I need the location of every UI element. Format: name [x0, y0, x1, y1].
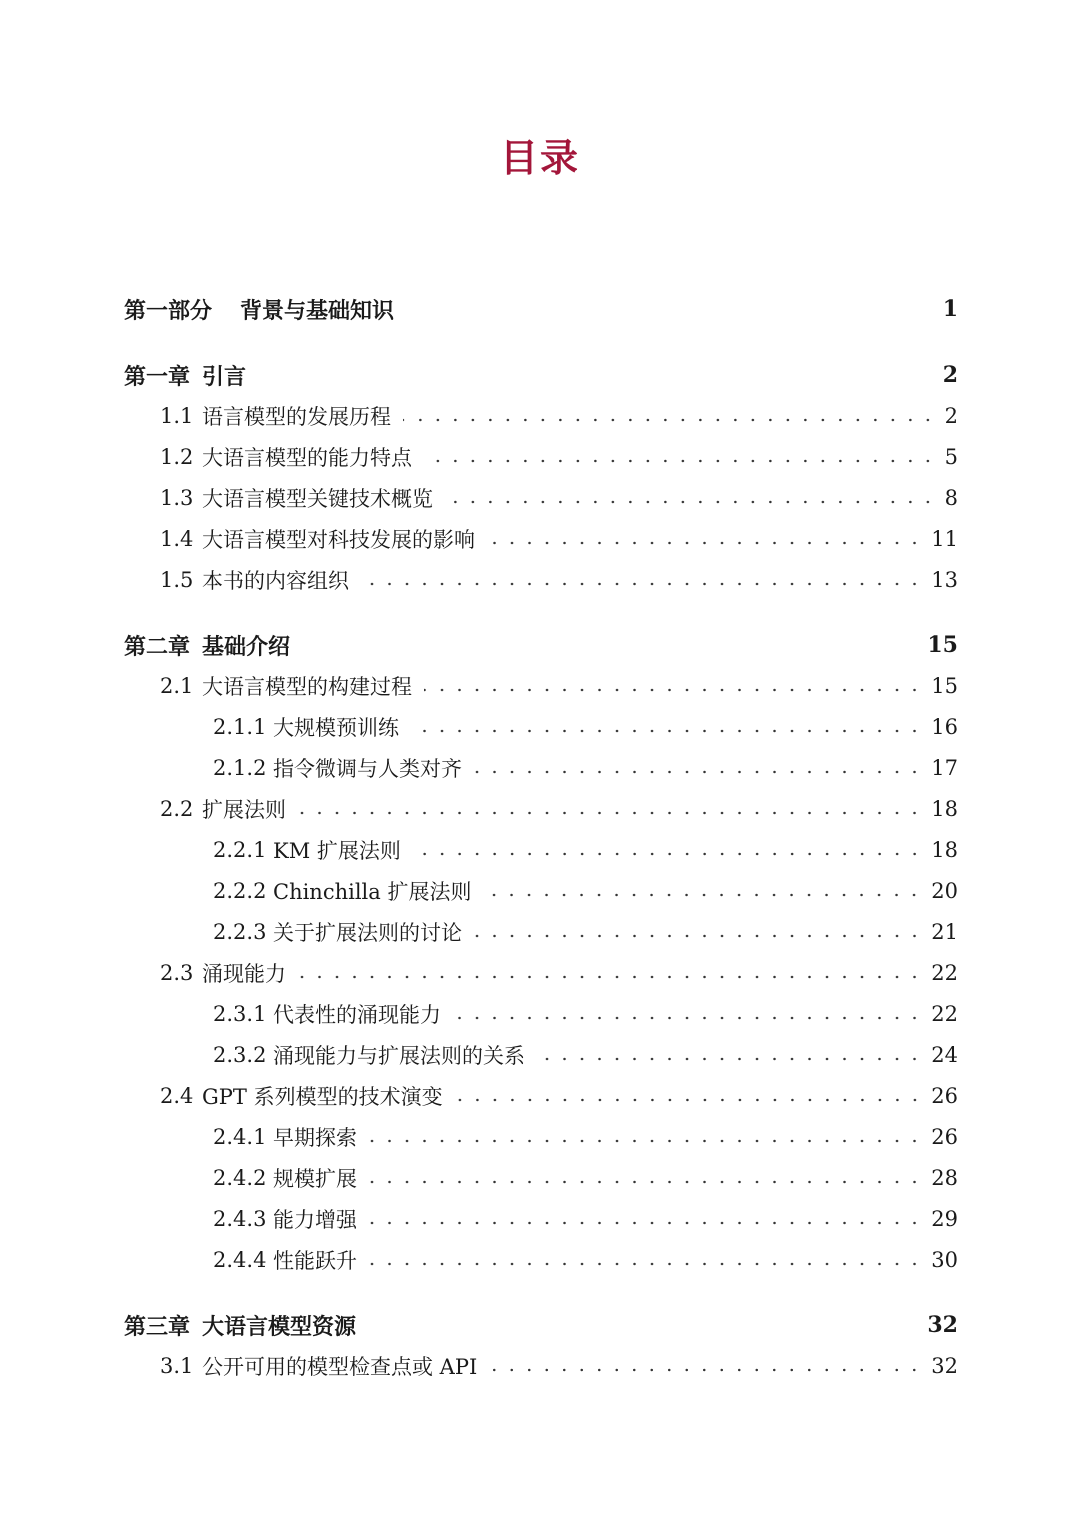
toc-entry-page-number: 32 — [927, 1312, 958, 1338]
dot-leader — [455, 1090, 924, 1110]
toc-entry-number: 1.3 — [160, 486, 194, 510]
dot-leader — [411, 721, 923, 741]
toc-entry-page-number: 13 — [931, 568, 958, 592]
toc-entry-page-number: 24 — [931, 1043, 958, 1067]
dot-leader — [424, 451, 937, 471]
toc-entry-number: 2.4.3 — [213, 1207, 267, 1231]
toc-entry-page-number: 26 — [931, 1084, 958, 1108]
toc-entry-label: 早期探索 — [273, 1126, 357, 1150]
toc-entry-label: 大语言模型关键技术概览 — [202, 487, 433, 511]
toc-entry-label: 大语言模型对科技发展的影响 — [202, 528, 475, 552]
toc-entry-label: 规模扩展 — [273, 1167, 357, 1191]
toc-entry-label: 大语言模型的构建过程 — [202, 675, 412, 699]
dot-leader — [403, 410, 937, 430]
toc-entry-page-number: 18 — [931, 838, 958, 862]
toc-entry-label: 涌现能力与扩展法则的关系 — [273, 1044, 525, 1068]
toc-entry-label: 指令微调与人类对齐 — [273, 757, 462, 781]
toc-entry-subsection[interactable] — [0, 874, 1080, 908]
toc-entry-section[interactable] — [0, 669, 1080, 703]
toc-entry-number: 2.3.1 — [213, 1002, 267, 1026]
toc-entry-label: 本书的内容组织 — [202, 569, 349, 593]
dot-leader — [298, 803, 923, 823]
toc-entry-page-number: 2 — [942, 362, 958, 388]
toc-entry-label: 背景与基础知识 — [240, 297, 395, 324]
toc-entry-page-number: 21 — [931, 920, 958, 944]
toc-entry-label: 公开可用的模型检查点或 API — [202, 1355, 478, 1379]
toc-entry-section[interactable] — [0, 481, 1080, 515]
dot-leader — [489, 1360, 923, 1380]
toc-entry-number: 2.3.2 — [213, 1043, 267, 1067]
toc-entry-page-number: 32 — [931, 1354, 958, 1378]
toc-entry-page-number: 5 — [944, 445, 958, 469]
toc-entry-chapter[interactable] — [0, 1308, 1080, 1342]
dot-leader — [424, 680, 923, 700]
toc-entry-subsection[interactable] — [0, 833, 1080, 867]
toc-entry-section[interactable] — [0, 1349, 1080, 1383]
toc-entry-subsection[interactable] — [0, 1202, 1080, 1236]
toc-entry-subsection[interactable] — [0, 710, 1080, 744]
dot-leader — [369, 1131, 923, 1151]
toc-entry-page-number: 22 — [931, 1002, 958, 1026]
toc-entry-number: 第二章 — [124, 633, 191, 660]
toc-entry-number: 2.4.4 — [213, 1248, 267, 1272]
toc-entry-label: 关于扩展法则的讨论 — [273, 921, 462, 945]
toc-entry-page-number: 16 — [931, 715, 958, 739]
dot-leader — [298, 967, 923, 987]
toc-entry-number: 2.2.3 — [213, 920, 267, 944]
toc-entry-page-number: 11 — [931, 527, 958, 551]
toc-entry-subsection[interactable] — [0, 997, 1080, 1031]
toc-entry-label: KM 扩展法则 — [273, 839, 401, 863]
toc-entry-page-number: 26 — [931, 1125, 958, 1149]
dot-leader — [445, 492, 937, 512]
toc-entry-number: 2.3 — [160, 961, 194, 985]
toc-entry-number: 2.2 — [160, 797, 194, 821]
toc-entry-page-number: 15 — [927, 632, 958, 658]
dot-leader — [537, 1049, 923, 1069]
toc-entry-subsection[interactable] — [0, 1038, 1080, 1072]
toc-entry-label: 大语言模型的能力特点 — [202, 446, 412, 470]
toc-entry-section[interactable] — [0, 956, 1080, 990]
toc-entry-number: 1.2 — [160, 445, 194, 469]
toc-entry-label: 涌现能力 — [202, 962, 286, 986]
toc-entry-label: 基础介绍 — [202, 633, 291, 660]
toc-entry-number: 2.1.2 — [213, 756, 267, 780]
dot-leader — [474, 762, 923, 782]
toc-entry-section[interactable] — [0, 440, 1080, 474]
toc-entry-page-number: 20 — [931, 879, 958, 903]
toc-entry-number: 2.1.1 — [213, 715, 267, 739]
toc-entry-label: 扩展法则 — [202, 798, 286, 822]
toc-entry-number: 1.5 — [160, 568, 194, 592]
toc-entry-number: 2.2.2 — [213, 879, 267, 903]
dot-leader — [483, 885, 923, 905]
toc-entry-number: 1.1 — [160, 404, 194, 428]
dot-leader — [413, 844, 923, 864]
toc-entry-label: 大规模预训练 — [273, 716, 399, 740]
toc-entry-part[interactable] — [0, 292, 1080, 326]
toc-entry-label: 性能跃升 — [273, 1249, 357, 1273]
toc-entry-number: 1.4 — [160, 527, 194, 551]
dot-leader — [369, 1254, 923, 1274]
toc-entry-label: 语言模型的发展历程 — [202, 405, 391, 429]
toc-entry-page-number: 29 — [931, 1207, 958, 1231]
toc-entry-number: 2.2.1 — [213, 838, 267, 862]
toc-entry-label: 大语言模型资源 — [202, 1313, 357, 1340]
toc-entry-number: 2.4 — [160, 1084, 194, 1108]
toc-entry-page-number: 8 — [944, 486, 958, 510]
dot-leader — [453, 1008, 923, 1028]
toc-entry-chapter[interactable] — [0, 358, 1080, 392]
toc-entry-label: GPT 系列模型的技术演变 — [202, 1085, 443, 1109]
toc-entry-number: 2.1 — [160, 674, 194, 698]
toc-entry-page-number: 2 — [944, 404, 958, 428]
toc-entry-page-number: 15 — [931, 674, 958, 698]
dot-leader — [369, 1213, 923, 1233]
toc-entry-page-number: 30 — [931, 1248, 958, 1272]
toc-entry-label: Chinchilla 扩展法则 — [273, 880, 472, 904]
toc-entry-number: 第一章 — [124, 363, 191, 390]
toc-entry-number: 第一部分 — [124, 297, 213, 324]
toc-entry-page-number: 18 — [931, 797, 958, 821]
toc-entry-section[interactable] — [0, 522, 1080, 556]
toc-entry-number: 3.1 — [160, 1354, 194, 1378]
toc-entry-number: 2.4.1 — [213, 1125, 267, 1149]
toc-entry-label: 代表性的涌现能力 — [273, 1003, 441, 1027]
toc-entry-section[interactable] — [0, 1079, 1080, 1113]
dot-leader — [361, 574, 923, 594]
toc-entry-number: 2.4.2 — [213, 1166, 267, 1190]
toc-entry-section[interactable] — [0, 563, 1080, 597]
toc-entry-page-number: 28 — [931, 1166, 958, 1190]
toc-entry-chapter[interactable] — [0, 628, 1080, 662]
toc-entry-subsection[interactable] — [0, 1243, 1080, 1277]
toc-entry-section[interactable] — [0, 792, 1080, 826]
toc-entry-label: 引言 — [202, 363, 247, 390]
dot-leader — [487, 533, 923, 553]
toc-entry-page-number: 1 — [942, 296, 958, 322]
dot-leader — [369, 1172, 923, 1192]
toc-entry-section[interactable] — [0, 399, 1080, 433]
toc-entry-number: 第三章 — [124, 1313, 191, 1340]
toc-entry-page-number: 22 — [931, 961, 958, 985]
toc-entry-page-number: 17 — [931, 756, 958, 780]
page-title: 目录 — [499, 135, 580, 180]
toc-entry-subsection[interactable] — [0, 1161, 1080, 1195]
toc-entry-label: 能力增强 — [273, 1208, 357, 1232]
toc-entry-subsection[interactable] — [0, 1120, 1080, 1154]
dot-leader — [474, 926, 923, 946]
toc-entry-subsection[interactable] — [0, 751, 1080, 785]
toc-entry-subsection[interactable] — [0, 915, 1080, 949]
